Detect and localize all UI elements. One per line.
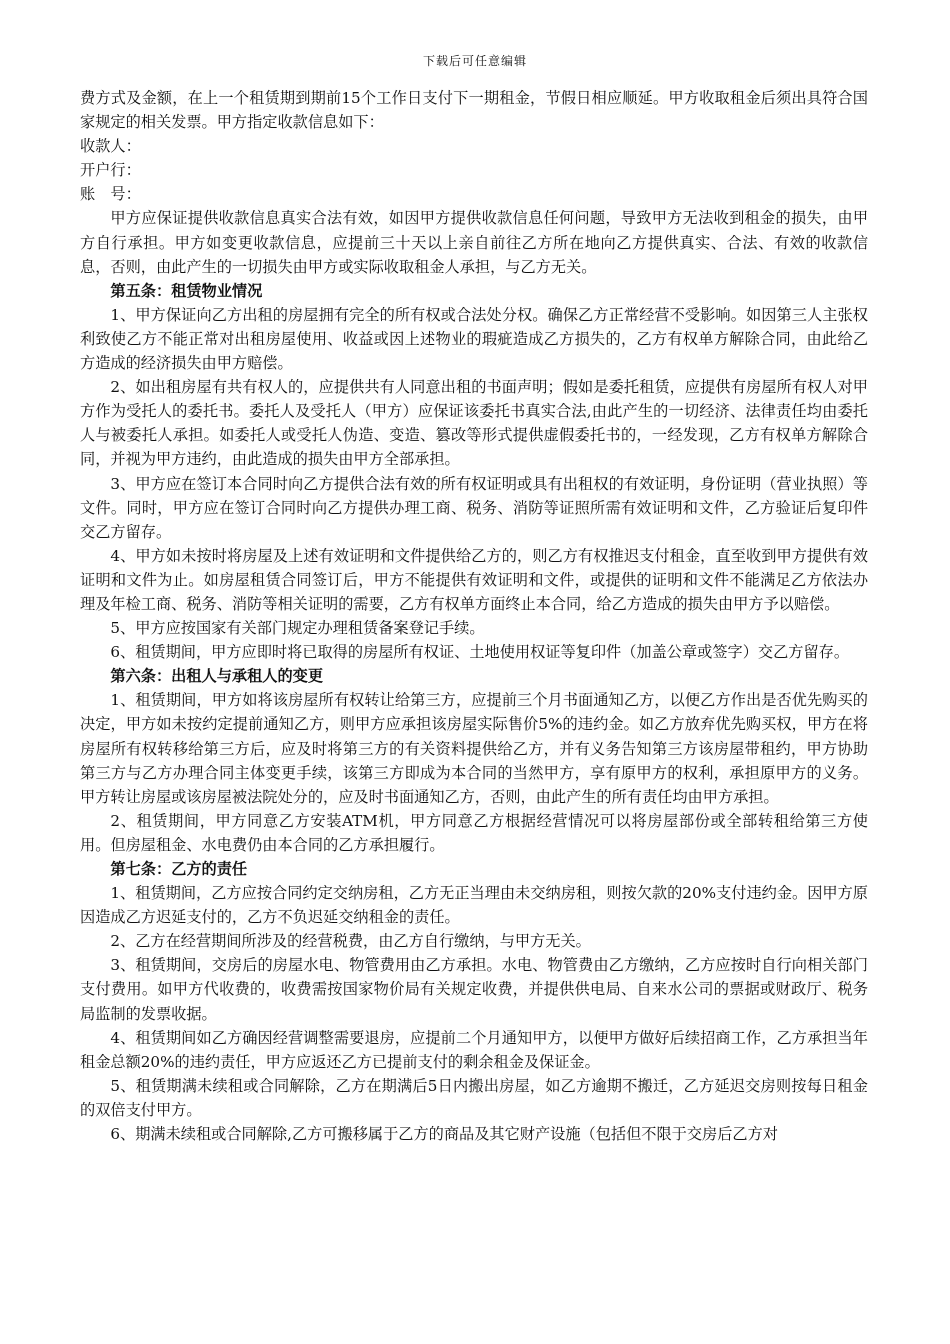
- payee-name-field: 收款人：: [80, 137, 141, 156]
- article-7-item: 6、期满未续租或合同解除,乙方可搬移属于乙方的商品及其它财产设施（包括但不限于交房后乙方对: [110, 1125, 778, 1144]
- document-body: [80, 86, 868, 1146]
- payee-note-paragraph: 甲方应保证提供收款信息真实合法有效，如因甲方提供收款信息任何问题，导致甲方无法收到租金的损失，由甲方自行承担。甲方如变更收款信息，应提前三十天以上亲自前往乙方所在地向乙方提供真实、合法、有效的收款信息，否则，由此产生的一切损失由甲方或实际收取租金人承担，与乙方无关。: [80, 209, 868, 276]
- article-5-item: 6、租赁期间，甲方应即时将已取得的房屋所有权证、土地使用权证等复印件（加盖公章或签字）交乙方留存。: [110, 643, 850, 662]
- article-7-item: 3、租赁期间，交房后的房屋水电、物管费用由乙方承担。水电、物管费由乙方缴纳，乙方应按时自行向相关部门支付费用。如甲方代收费的，收费需按国家物价局有关规定收费，并提供供电局、自来水公司的票据或财政厅、税务局监制的发票收据。: [80, 956, 868, 1023]
- bank-field: 开户行：: [80, 161, 141, 180]
- article-5-item: 1、甲方保证向乙方出租的房屋拥有完全的所有权或合法处分权。确保乙方正常经营不受影响。如因第三人主张权利致使乙方不能正常对出租房屋使用、收益或因上述物业的瑕疵造成乙方损失的，乙方有权单方解除合同，由此给乙方造成的经济损失由甲方赔偿。: [80, 305, 868, 373]
- article-7-item: 5、租赁期满未续租或合同解除，乙方在期满后5日内搬出房屋，如乙方逾期不搬迁，乙方延迟交房则按每日租金的双倍支付甲方。: [80, 1076, 868, 1119]
- article-6-heading: 第六条：出租人与承租人的变更: [110, 667, 324, 686]
- intro-paragraph: 费方式及金额，在上一个租赁期到期前15个工作日支付下一期租金，节假日相应顺延。甲方收取租金后须出具符合国家规定的相关发票。甲方指定收款信息如下：: [80, 89, 868, 132]
- article-5-heading: 第五条：租赁物业情况: [110, 281, 263, 300]
- article-6-item: 2、租赁期间，甲方同意乙方安装ATM机，甲方同意乙方根据经营情况可以将房屋部份或全部转租给第三方使用。但房屋租金、水电费仍由本合同的乙方承担履行。: [80, 811, 868, 854]
- article-7-heading: 第七条：乙方的责任: [110, 860, 248, 878]
- article-5-item: 2、如出租房屋有共有权人的，应提供共有人同意出租的书面声明；假如是委托租赁，应提供有房屋所有权人对甲方作为受托人的委托书。委托人及受托人（甲方）应保证该委托书真实合法,由此产生的一切经济、法律责任均由委托人与被委托人承担。如委托人或受托人伪造、变造、篡改等形式提供虚假委托书的，一经发现，乙方有权单方解除合同，并视为甲方违约，由此造成的损失由甲方全部承担。: [80, 378, 868, 469]
- article-5-item: 4、甲方如未按时将房屋及上述有效证明和文件提供给乙方的，则乙方有权推迟支付租金，直至收到甲方提供有效证明和文件为止。如房屋租赁合同签订后，甲方不能提供有效证明和文件，或提供的证明和文件不能满足乙方依法办理及年检工商、税务、消防等相关证明的需要，乙方有权单方面终止本合同，给乙方造成的损失由甲方予以赔偿。: [80, 546, 868, 613]
- article-7-item: 4、租赁期间如乙方确因经营调整需要退房，应提前二个月通知甲方，以便甲方做好后续招商工作，乙方承担当年租金总额20%的违约责任，甲方应返还乙方已提前支付的剩余租金及保证金。: [80, 1028, 868, 1071]
- article-5-item: 3、甲方应在签订本合同时向乙方提供合法有效的所有权证明或具有出租权的有效证明，身份证明（营业执照）等文件。同时，甲方应在签订合同时向乙方提供办理工商、税务、消防等证照所需有效证明和文件，乙方验证后复印件交乙方留存。: [80, 474, 868, 541]
- article-6-item: 1、租赁期间，甲方如将该房屋所有权转让给第三方，应提前三个月书面通知乙方，以便乙方作出是否优先购买的决定，甲方如未按约定提前通知乙方，则甲方应承担该房屋实际售价5%的违约金。如乙方放弃优先购买权，甲方在将房屋所有权转移给第三方后，应及时将第三方的有关资料提供给乙方，并有义务告知第三方该房屋带租约，甲方协助第三方与乙方办理合同主体变更手续，该第三方即成为本合同的当然甲方，享有原甲方的权利，承担原甲方的义务。甲方转让房屋或该房屋被法院处分的，应及时书面通知乙方，否则，由此产生的所有责任均由甲方承担。: [80, 691, 868, 806]
- article-7-item: 1、租赁期间，乙方应按合同约定交纳房租，乙方无正当理由未交纳房租，则按欠款的20%支付违约金。因甲方原因造成乙方迟延支付的，乙方不负迟延交纳租金的责任。: [80, 884, 868, 927]
- article-5-item: 5、甲方应按国家有关部门规定办理租赁备案登记手续。: [110, 619, 485, 638]
- article-7-item: 2、乙方在经营期间所涉及的经营税费，由乙方自行缴纳，与甲方无关。: [110, 932, 591, 951]
- header-note: 下载后可任意编辑: [422, 54, 527, 68]
- account-field: 账 号：: [80, 185, 141, 204]
